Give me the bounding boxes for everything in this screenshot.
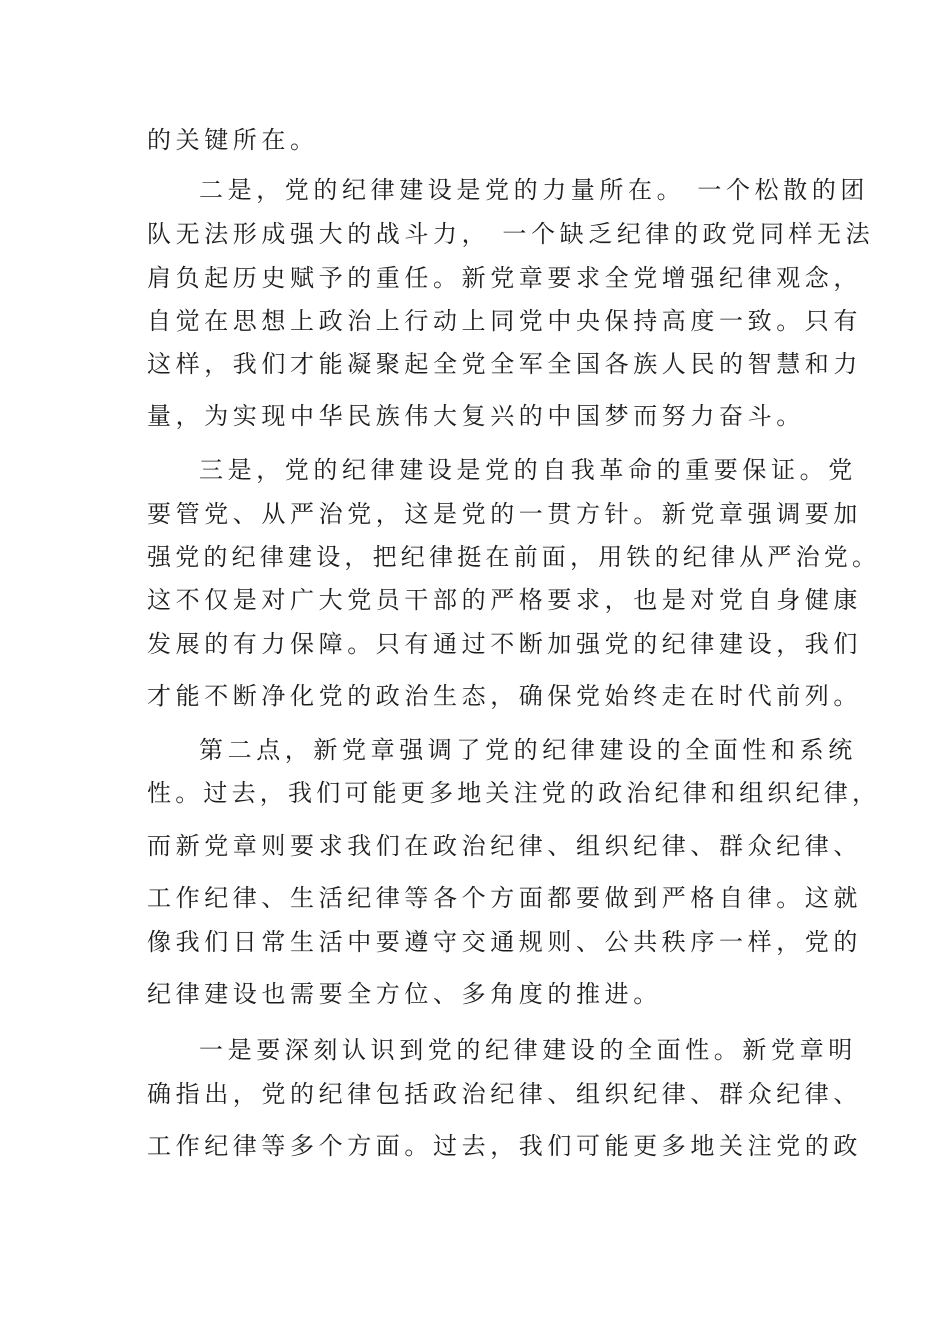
paragraph-first-line: 第二点，新党章强调了党的纪律建设的全面性和系统 xyxy=(199,736,857,764)
text-line: 队无法形成强大的战斗力， 一个缺乏纪律的政党同样无法 xyxy=(147,220,875,248)
text-line: 强党的纪律建设，把纪律挺在前面，用铁的纪律从严治党。 xyxy=(147,543,881,571)
text-line: 自觉在思想上政治上行动上同党中央保持高度一致。只有 xyxy=(147,307,862,335)
text-line: 而新党章则要求我们在政治纪律、组织纪律、群众纪律、 xyxy=(147,832,862,860)
text-line: 工作纪律、生活纪律等各个方面都要做到严格自律。这就 xyxy=(147,884,862,912)
text-line: 工作纪律等多个方面。过去，我们可能更多地关注党的政 xyxy=(147,1132,862,1160)
text-line: 要管党、从严治党，这是党的一贯方针。新党章强调要加 xyxy=(147,500,862,528)
text-line: 发展的有力保障。只有通过不断加强党的纪律建设，我们 xyxy=(147,630,862,658)
text-line: 像我们日常生活中要遵守交通规则、公共秩序一样，党的 xyxy=(147,928,862,956)
text-line: 才能不断净化党的政治生态，确保党始终走在时代前列。 xyxy=(147,682,862,710)
paragraph-first-line: 一是要深刻认识到党的纪律建设的全面性。新党章明 xyxy=(199,1036,857,1064)
text-line: 确指出，党的纪律包括政治纪律、组织纪律、群众纪律、 xyxy=(147,1080,862,1108)
text-line: 肩负起历史赋予的重任。新党章要求全党增强纪律观念， xyxy=(147,264,862,292)
text-line: 性。过去，我们可能更多地关注党的政治纪律和组织纪律， xyxy=(147,779,881,807)
text-line: 量，为实现中华民族伟大复兴的中国梦而努力奋斗。 xyxy=(147,402,805,430)
text-line: 这不仅是对广大党员干部的严格要求，也是对党自身健康 xyxy=(147,586,862,614)
text-line: 纪律建设也需要全方位、多角度的推进。 xyxy=(147,980,662,1008)
text-line: 的关键所在。 xyxy=(147,126,319,154)
text-line: 这样，我们才能凝聚起全党全军全国各族人民的智慧和力 xyxy=(147,350,862,378)
paragraph-first-line: 二是，党的纪律建设是党的力量所在。 一个松散的团 xyxy=(199,176,870,204)
paragraph-first-line: 三是，党的纪律建设是党的自我革命的重要保证。党 xyxy=(199,456,857,484)
